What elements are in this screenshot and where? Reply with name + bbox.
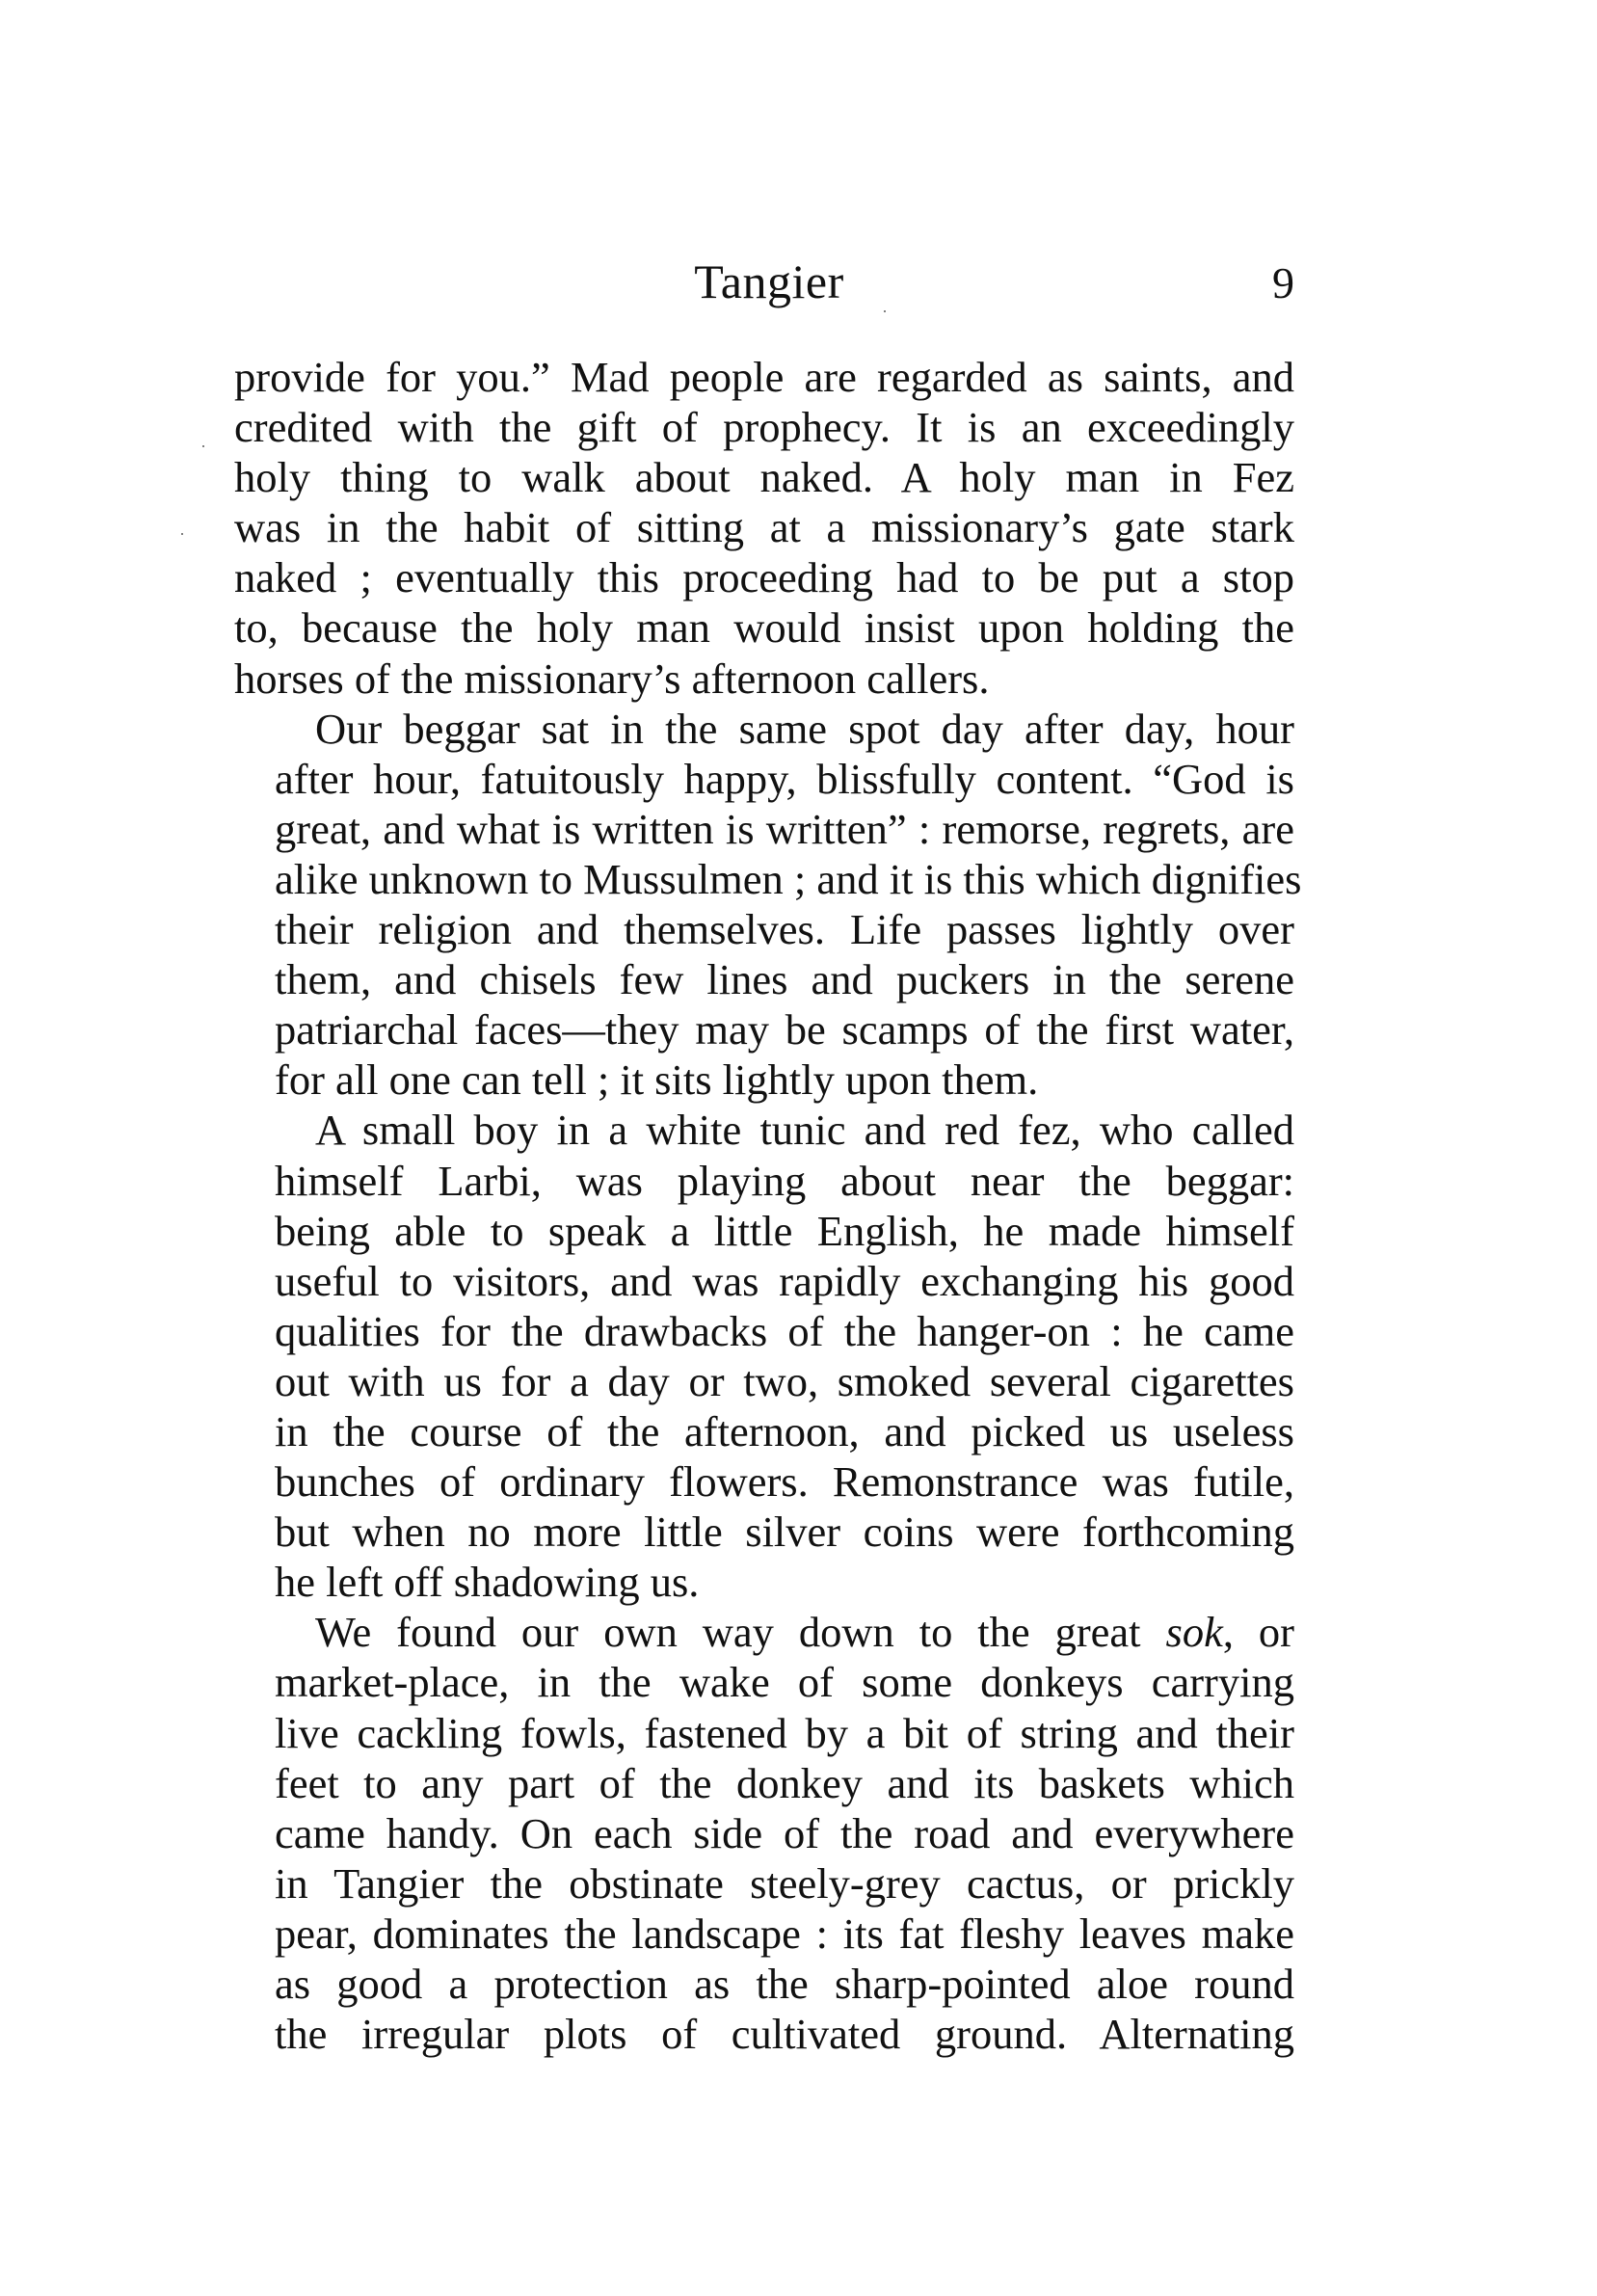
scan-speck xyxy=(181,533,183,535)
text-line: qualities for the drawbacks of the hanger-on : he came xyxy=(275,1306,1294,1355)
text-line: in the course of the afternoon, and picked us useless xyxy=(275,1406,1294,1455)
running-head xyxy=(234,253,1294,310)
text-line: he left off shadowing us. xyxy=(275,1558,700,1607)
text-run: , or xyxy=(1222,1608,1294,1657)
paragraph-4 xyxy=(234,1607,1294,2059)
text-line: the irregular plots of cultivated ground. Alternating xyxy=(275,2010,1294,2059)
text-line: to, because the holy man would insist upon holding the xyxy=(234,603,1294,653)
text-line: naked ; eventually this proceeding had to be put a stop xyxy=(234,553,1294,602)
text-line: was in the habit of sitting at a missionary’s gate stark xyxy=(234,503,1294,552)
text-line: out with us for a day or two, smoked several cigarettes xyxy=(275,1356,1294,1405)
text-line: being able to speak a little English, he made himself xyxy=(275,1206,1294,1255)
text-line: credited with the gift of prophecy. It is an exceedingly xyxy=(234,403,1294,452)
text-line: bunches of ordinary flowers. Remonstrance was futile, xyxy=(275,1457,1294,1507)
text-line: but when no more little silver coins were forthcoming xyxy=(275,1508,1294,1557)
text-line: them, and chisels few lines and puckers in the serene xyxy=(275,955,1294,1004)
text-line: market-place, in the wake of some donkeys carrying xyxy=(275,1658,1294,1707)
text-run: We found our own way down to the great xyxy=(315,1608,1166,1657)
text-line: provide for you.” Mad people are regarded as saints, and xyxy=(234,353,1294,401)
scan-speck xyxy=(884,310,886,312)
page-number: 9 xyxy=(1272,258,1294,307)
text-line: great, and what is written is written” : remorse, regrets, are xyxy=(275,804,1294,853)
body-text xyxy=(234,352,1302,2059)
text-line: live cackling fowls, fastened by a bit of string and their xyxy=(275,1708,1294,1757)
text-line xyxy=(234,1607,1294,1657)
text-line: as good a protection as the sharp-pointed aloe round xyxy=(275,1960,1294,2008)
paragraph-3 xyxy=(234,1105,1294,1607)
text-line: useful to visitors, and was rapidly exchanging his good xyxy=(275,1256,1294,1305)
text-line: their religion and themselves. Life passes lightly over xyxy=(275,905,1294,954)
text-line: A small boy in a white tunic and red fez, who called xyxy=(315,1106,1294,1155)
italic-term-sok: sok xyxy=(1165,1608,1223,1657)
paragraph-1 xyxy=(234,352,1294,704)
text-line: for all one can tell ; it sits lightly upon them. xyxy=(275,1055,1039,1105)
scan-speck xyxy=(202,445,204,447)
text-line: in Tangier the obstinate steely-grey cactus, or prickly xyxy=(275,1858,1294,1908)
text-line: pear, dominates the landscape : its fat fleshy leaves make xyxy=(275,1909,1294,1958)
text-line: after hour, fatuitously happy, blissfully content. “God is xyxy=(275,754,1294,803)
running-title: Tangier xyxy=(694,254,844,308)
text-line: alike unknown to Mussulmen ; and it is this which dignifies xyxy=(275,854,1302,903)
text-line: patriarchal faces—they may be scamps of the first water, xyxy=(275,1005,1294,1055)
text-line: feet to any part of the donkey and its baskets which xyxy=(275,1758,1294,1807)
text-line: came handy. On each side of the road and everywhere xyxy=(275,1808,1294,1857)
text-line: holy thing to walk about naked. A holy man in Fez xyxy=(234,453,1294,502)
paragraph-2 xyxy=(234,704,1302,1106)
text-line: Our beggar sat in the same spot day after day, hour xyxy=(315,704,1294,753)
text-line: himself Larbi, was playing about near the beggar: xyxy=(275,1156,1294,1205)
text-line: horses of the missionary’s afternoon callers. xyxy=(234,654,990,703)
